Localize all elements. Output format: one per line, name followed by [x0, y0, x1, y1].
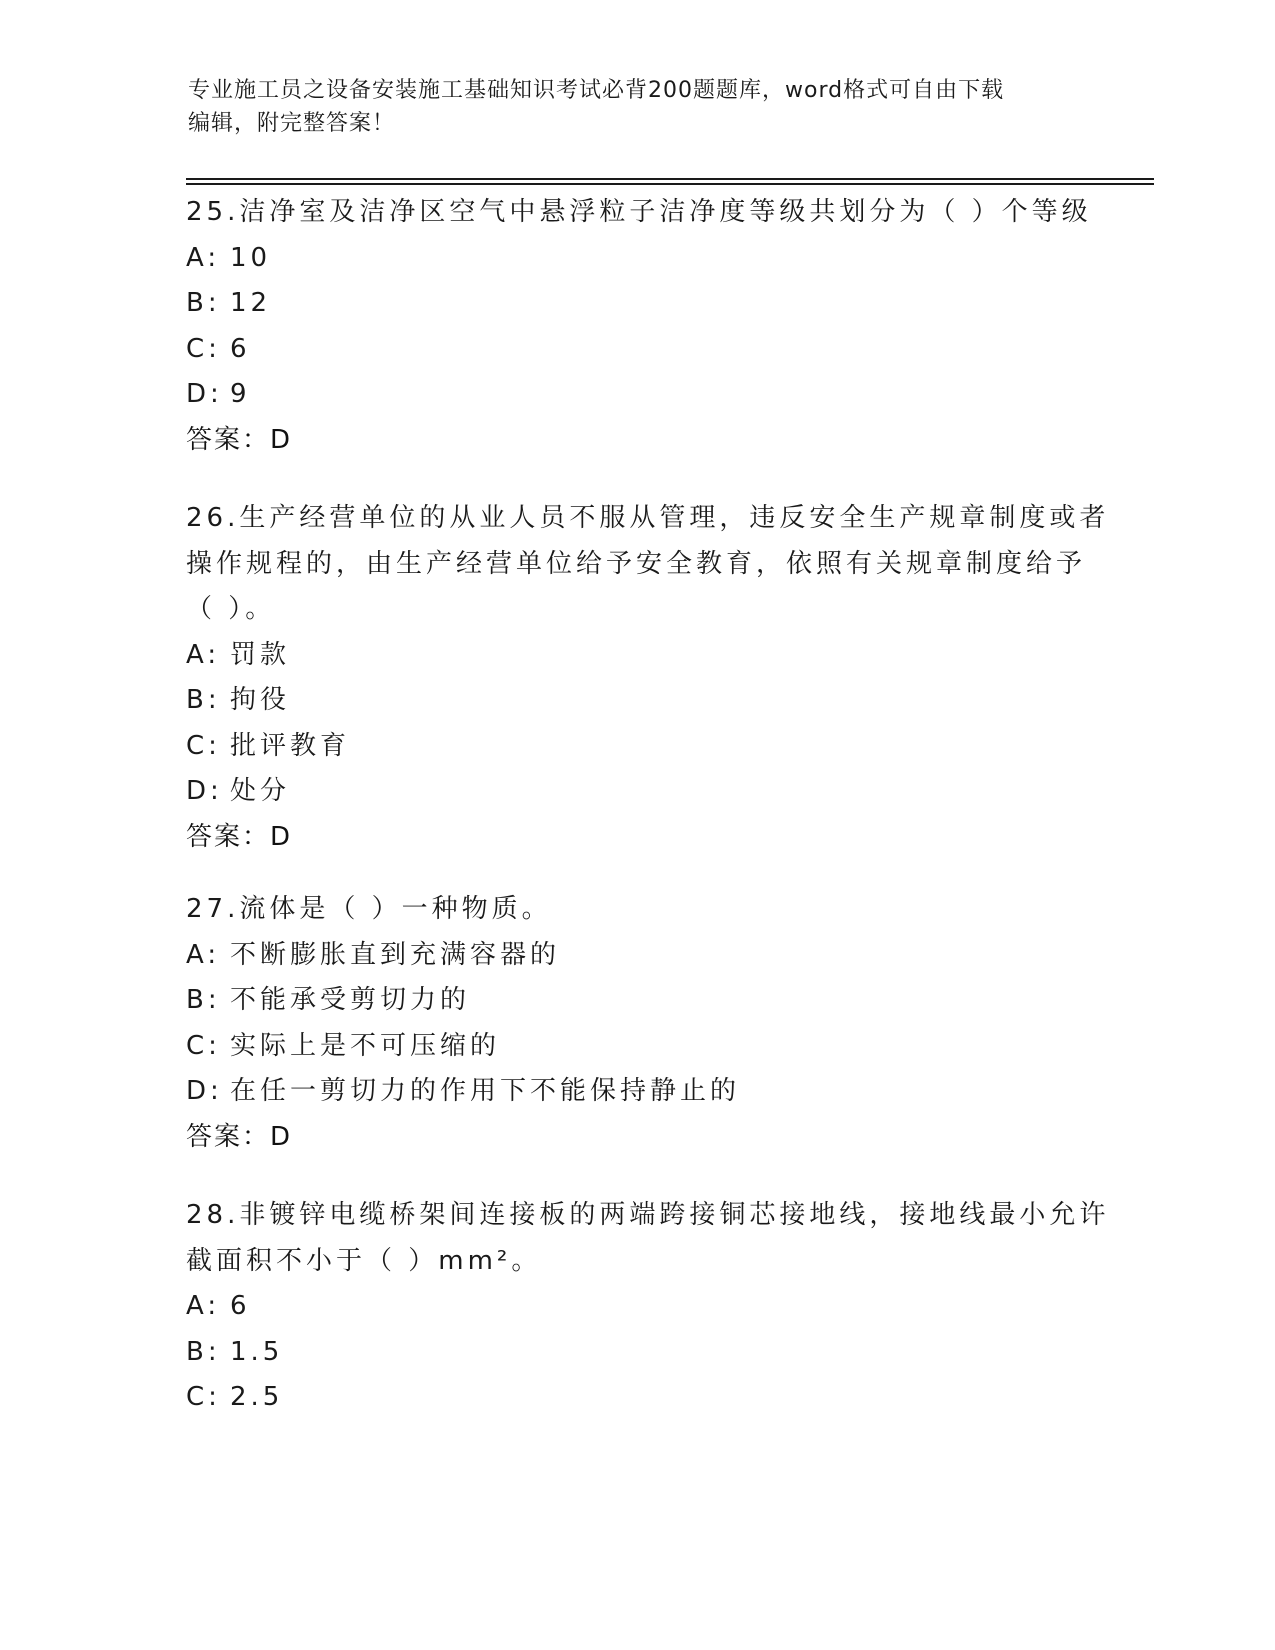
- option-a: [186, 933, 1086, 979]
- option-text: 不断膨胀直到充满容器的: [230, 939, 561, 970]
- option-letter: B:: [186, 1336, 221, 1367]
- question-stem: 26.生产经营单位的从业人员不服从管理，违反安全生产规章制度或者: [186, 503, 1110, 533]
- header-divider-bottom: [186, 183, 1154, 185]
- option-c: [186, 327, 1086, 373]
- option-letter: C:: [186, 1382, 221, 1412]
- option-text: 6: [230, 1291, 251, 1321]
- question-25: [186, 190, 1092, 463]
- option-letter: A:: [186, 242, 221, 273]
- option-text: 不能承受剪切力的: [230, 985, 471, 1015]
- option-c: [186, 1024, 1086, 1070]
- question-28: [186, 1193, 1110, 1421]
- option-text: 10: [230, 242, 272, 273]
- option-letter: A:: [186, 939, 221, 970]
- option-d: [186, 769, 1086, 815]
- question-stem: 27.流体是（ ）一种物质。: [186, 894, 552, 924]
- option-b: [186, 281, 1086, 327]
- answer-line: 答案：D: [186, 1121, 293, 1152]
- question-stem: 28.非镀锌电缆桥架间连接板的两端跨接铜芯接地线，接地线最小允许: [186, 1200, 1110, 1230]
- option-c: [186, 1375, 1086, 1421]
- option-letter: B:: [186, 985, 221, 1015]
- option-text: 罚款: [230, 639, 291, 670]
- question-stem: 25.洁净室及洁净区空气中悬浮粒子洁净度等级共划分为（ ）个等级: [186, 197, 1092, 227]
- header-title-line-2: 编辑，附完整答案！: [188, 111, 396, 136]
- header-divider-top: [186, 178, 1154, 180]
- option-a: [186, 633, 1086, 679]
- option-text: 2.5: [230, 1382, 284, 1412]
- option-letter: D:: [186, 776, 223, 806]
- question-stem: 截面积不小于（ ）mm²。: [186, 1245, 542, 1276]
- question-27: [186, 887, 1086, 1160]
- option-letter: B:: [186, 288, 221, 318]
- option-a: [186, 236, 1086, 282]
- answer-line: 答案：D: [186, 424, 293, 455]
- answer-line: 答案：D: [186, 821, 293, 852]
- option-d: [186, 1069, 1086, 1115]
- option-text: 9: [230, 379, 251, 409]
- option-b: [186, 978, 1086, 1024]
- option-letter: C:: [186, 1030, 221, 1061]
- option-text: 拘役: [230, 685, 291, 715]
- question-26: [186, 496, 1110, 860]
- option-text: 处分: [230, 776, 291, 806]
- option-a: [186, 1284, 1086, 1330]
- question-stem: 操作规程的，由生产经营单位给予安全教育，依照有关规章制度给予: [186, 548, 1087, 579]
- option-text: 12: [230, 288, 272, 318]
- option-text: 实际上是不可压缩的: [230, 1030, 501, 1061]
- option-letter: D:: [186, 1076, 223, 1106]
- header-title-line-1: 专业施工员之设备安装施工基础知识考试必背200题题库，word格式可自由下载: [188, 78, 1005, 103]
- option-b: [186, 678, 1086, 724]
- option-letter: C:: [186, 730, 221, 761]
- option-letter: A:: [186, 1291, 221, 1321]
- option-letter: A:: [186, 639, 221, 670]
- option-d: [186, 372, 1086, 418]
- option-letter: B:: [186, 685, 221, 715]
- option-c: [186, 724, 1086, 770]
- option-text: 批评教育: [230, 730, 351, 761]
- option-letter: C:: [186, 333, 221, 364]
- document-header: [188, 74, 1088, 140]
- option-text: 1.5: [230, 1336, 284, 1367]
- option-text: 在任一剪切力的作用下不能保持静止的: [230, 1076, 741, 1106]
- option-text: 6: [230, 333, 251, 364]
- option-b: [186, 1330, 1086, 1376]
- question-stem: （ ）。: [186, 594, 276, 624]
- option-letter: D:: [186, 379, 223, 409]
